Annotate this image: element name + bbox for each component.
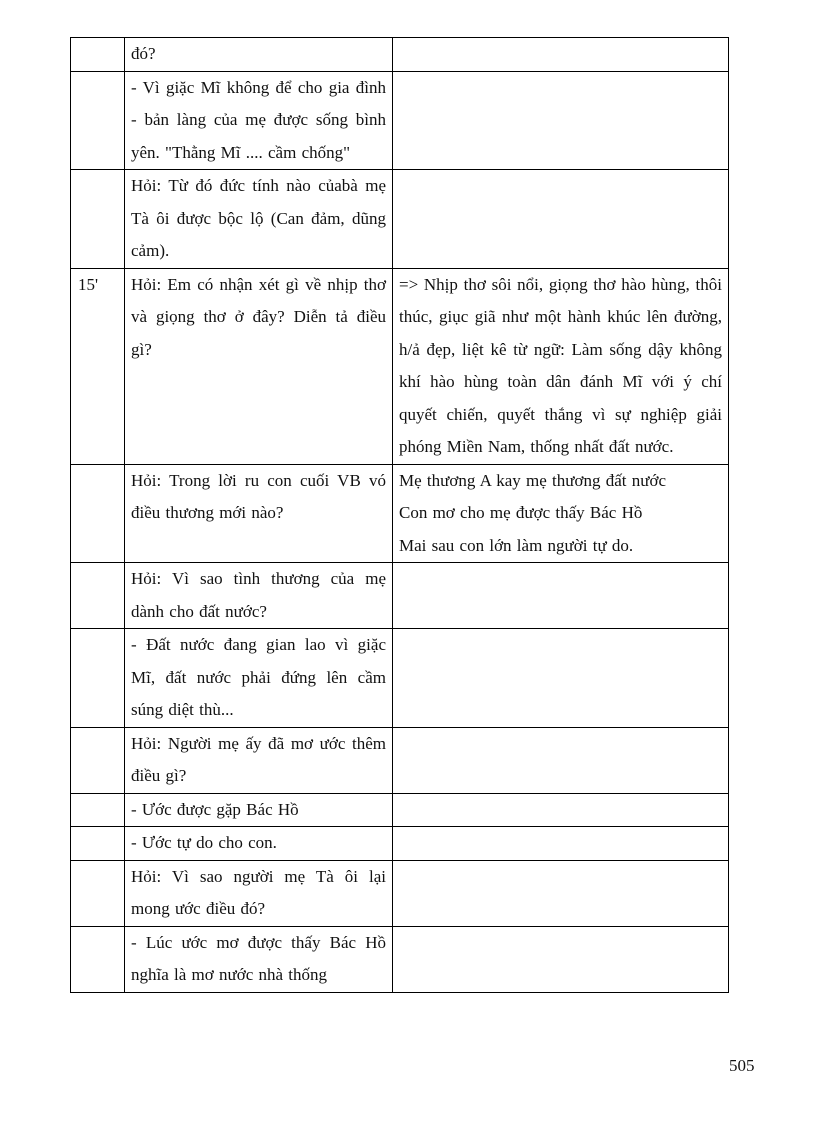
content-cell (393, 827, 729, 861)
teacher-student-activity-cell: - Lúc ước mơ được thấy Bác Hồ nghĩa là mơ nước nhà thống (125, 926, 393, 992)
time-cell: 15' (71, 268, 125, 464)
lesson-table (70, 37, 729, 993)
content-cell (393, 464, 729, 563)
table-row (71, 727, 729, 793)
time-cell (71, 71, 125, 170)
teacher-student-activity-cell: Hỏi: Người mẹ ấy đã mơ ước thêm điều gì? (125, 727, 393, 793)
teacher-student-activity-cell: Hỏi: Từ đó đức tính nào củabà mẹ Tà ôi được bộc lộ (Can đảm, dũng cảm). (125, 170, 393, 269)
content-line: Mẹ thương A kay mẹ thương đất nước (399, 470, 666, 490)
table-row (71, 629, 729, 728)
content-cell (393, 860, 729, 926)
teacher-student-activity-cell: Hỏi: Vì sao người mẹ Tà ôi lại mong ước điều đó? (125, 860, 393, 926)
time-cell (71, 464, 125, 563)
content-cell (393, 38, 729, 72)
time-cell (71, 860, 125, 926)
teacher-student-activity-cell: - Ước được gặp Bác Hồ (125, 793, 393, 827)
time-cell (71, 827, 125, 861)
content-line: => Nhịp thơ sôi nổi, giọng thơ hào hùng, thôi thúc, giục giã như một hành khúc lên đường, h/ả đẹp, liệt kê từ ngữ: Làm sống dậy không khí hào hùng toàn dân đánh Mĩ với ý chí quyết chiến, quyết thắng vì sự nghiệp giải phóng Miền Nam, thống nhất đất nước. (399, 274, 722, 456)
teacher-student-activity-cell: - Đất nước đang gian lao vì giặc Mĩ, đất nước phải đứng lên cầm súng diệt thù... (125, 629, 393, 728)
teacher-student-activity-cell: đó? (125, 38, 393, 72)
table-row (71, 71, 729, 170)
content-line: Con mơ cho mẹ được thấy Bác Hồ (399, 503, 643, 522)
table-row (71, 563, 729, 629)
teacher-student-activity-cell: Hỏi: Vì sao tình thương của mẹ dành cho đất nước? (125, 563, 393, 629)
table-row (71, 827, 729, 861)
table-row (71, 170, 729, 269)
table-row (71, 793, 729, 827)
content-cell (393, 170, 729, 269)
time-cell (71, 38, 125, 72)
table-row (71, 860, 729, 926)
time-cell (71, 793, 125, 827)
content-cell (393, 629, 729, 728)
teacher-student-activity-cell: - Vì giặc Mĩ không để cho gia đình - bản làng của mẹ được sống bình yên. "Thằng Mĩ .... cầm chống" (125, 71, 393, 170)
content-line: Mai sau con lớn làm người tự do. (399, 535, 634, 555)
time-cell (71, 727, 125, 793)
table-row (71, 926, 729, 992)
table-row (71, 38, 729, 72)
teacher-student-activity-cell: Hỏi: Em có nhận xét gì về nhịp thơ và giọng thơ ở đây? Diễn tả điều gì? (125, 268, 393, 464)
time-cell (71, 563, 125, 629)
content-cell (393, 71, 729, 170)
table-row (71, 268, 729, 464)
time-cell (71, 170, 125, 269)
page-number: 505 (729, 1056, 755, 1075)
content-cell (393, 926, 729, 992)
time-cell (71, 629, 125, 728)
content-cell (393, 727, 729, 793)
lesson-table-body (71, 38, 729, 993)
time-cell (71, 926, 125, 992)
table-row (71, 464, 729, 563)
content-cell (393, 563, 729, 629)
content-cell (393, 268, 729, 464)
teacher-student-activity-cell: - Ước tự do cho con. (125, 827, 393, 861)
teacher-student-activity-cell: Hỏi: Trong lời ru con cuối VB vó điều thương mới nào? (125, 464, 393, 563)
content-cell (393, 793, 729, 827)
